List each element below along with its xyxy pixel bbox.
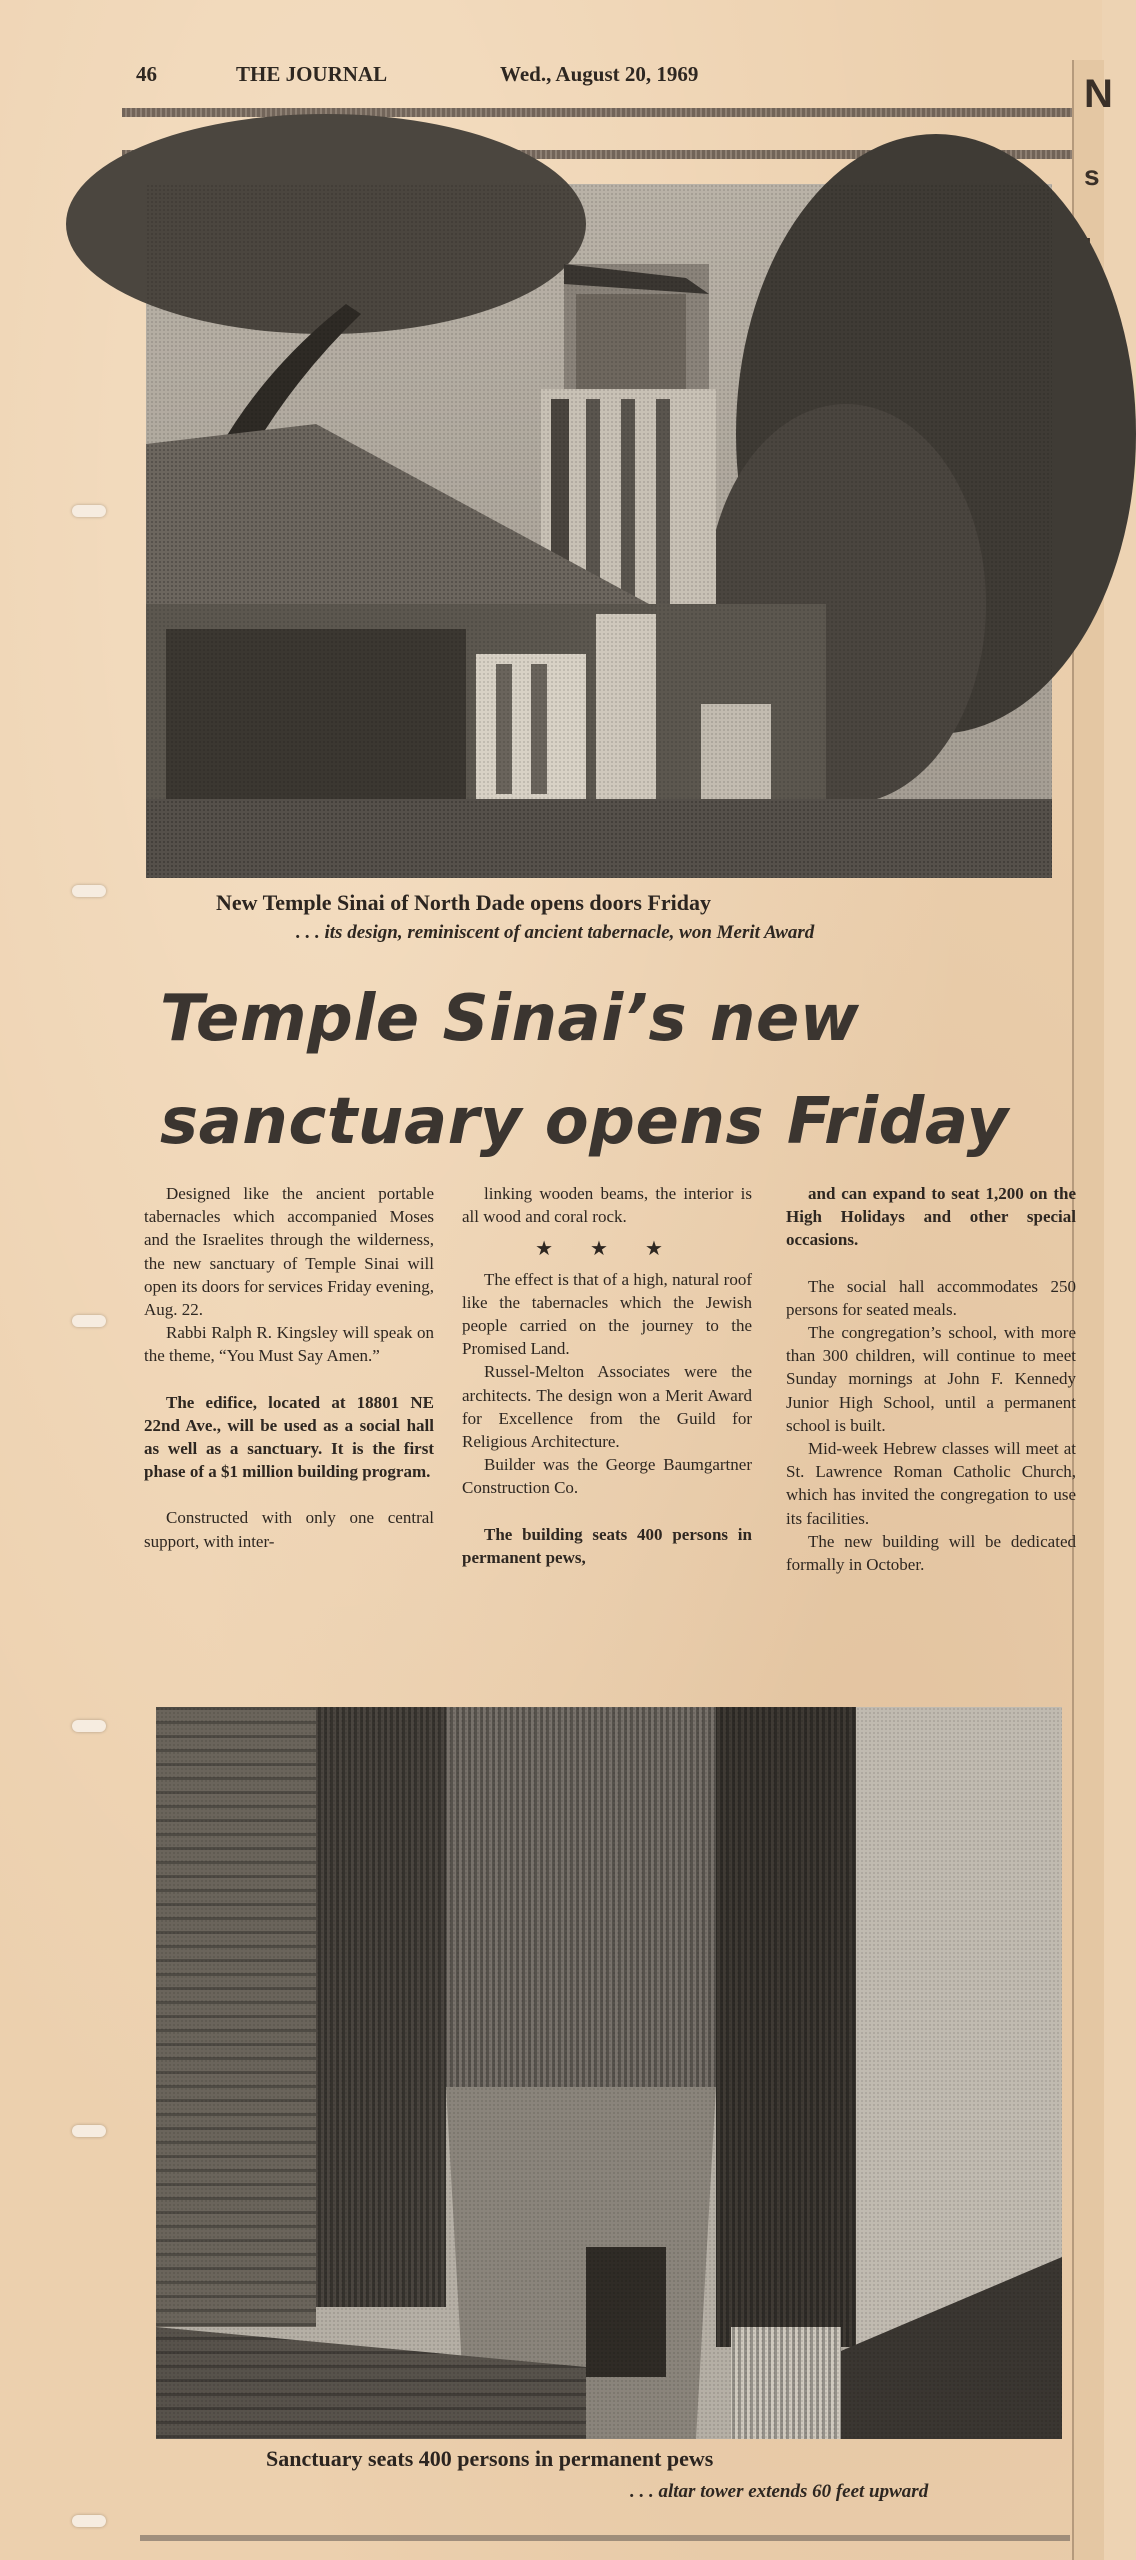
article-column-3 (786, 1182, 1076, 1576)
paragraph: The congregation’s school, with more than 300 children, will continue to meet Sunday mornings at John F. Kennedy Junior High School, until a permanent school is built. (786, 1323, 1076, 1435)
article-column-1 (144, 1182, 434, 1553)
issue-date: Wed., August 20, 1969 (500, 62, 699, 86)
binder-hole (72, 2515, 106, 2527)
strip-fragment-letter: s (1084, 160, 1100, 191)
paragraph: Constructed with only one central support, with inter- (144, 1508, 434, 1551)
page-number: 46 (136, 62, 157, 86)
binder-hole (72, 2125, 106, 2137)
masthead (136, 62, 776, 92)
paper-name: THE JOURNAL (236, 62, 388, 86)
bottom-photo-caption: Sanctuary seats 400 persons in permanent pews (266, 2446, 714, 2471)
binder-hole (72, 1315, 106, 1327)
bottom-rule (140, 2535, 1070, 2541)
temple-exterior-photo (146, 184, 1052, 878)
masthead-rule (122, 108, 1072, 117)
top-photo-caption: New Temple Sinai of North Dade opens doors Friday (216, 890, 712, 915)
temple-exterior-illustration (146, 184, 1052, 878)
sanctuary-interior-photo (156, 1707, 1062, 2439)
paragraph: and can expand to seat 1,200 on the High Holidays and other special occasions. (786, 1184, 1076, 1250)
bottom-photo-subcaption: . . . altar tower extends 60 feet upward (630, 2481, 929, 2502)
binder-hole (72, 885, 106, 897)
strip-fragment-letter: N (1084, 72, 1113, 116)
binder-hole (72, 1720, 106, 1732)
paragraph: Mid-week Hebrew classes will meet at St. Lawrence Roman Catholic Church, which has invited the congregation to use its facilities. (786, 1439, 1076, 1528)
paragraph: Builder was the George Baumgartner Construction Co. (462, 1455, 752, 1498)
headline-line-2: sanctuary opens Friday (160, 1085, 1009, 1159)
headline-line-1: Temple Sinai’s new (160, 982, 860, 1056)
binder-hole (72, 505, 106, 517)
paragraph: The edifice, located at 18801 NE 22nd Ave., will be used as a social hall as well as a sanctuary. It is the first phase of a $1 million building program. (144, 1392, 434, 1482)
sanctuary-interior-illustration (156, 1707, 1062, 2439)
paragraph: The social hall accommodates 250 persons for seated meals. (786, 1276, 1076, 1319)
paragraph: Rabbi Ralph R. Kingsley will speak on the theme, “You Must Say Amen.” (144, 1323, 434, 1366)
paragraph: linking wooden beams, the interior is all wood and coral rock. (462, 1184, 752, 1227)
paragraph: The effect is that of a high, natural roof like the tabernacles which the Jewish people carried on the journey to the Promised Land. (462, 1269, 752, 1359)
paragraph: The building seats 400 persons in permanent pews, (462, 1524, 752, 1567)
paragraph: Designed like the ancient portable tabernacles which accompanied Moses and the Israelites through the wilderness, the new sanctuary of Temple Sinai will open its doors for services Friday evening, Aug. 22. (144, 1184, 434, 1320)
top-photo-subcaption: . . . its design, reminiscent of ancient tabernacle, won Merit Award (296, 922, 815, 943)
section-separator: ★ ★ ★ (535, 1238, 679, 1261)
article-column-2 (462, 1182, 752, 1569)
paragraph: The new building will be dedicated formally in October. (786, 1531, 1076, 1575)
paragraph: Russel-Melton Associates were the architects. The design won a Merit Award for Excellence from the Guild for Religious Architecture. (462, 1362, 752, 1452)
